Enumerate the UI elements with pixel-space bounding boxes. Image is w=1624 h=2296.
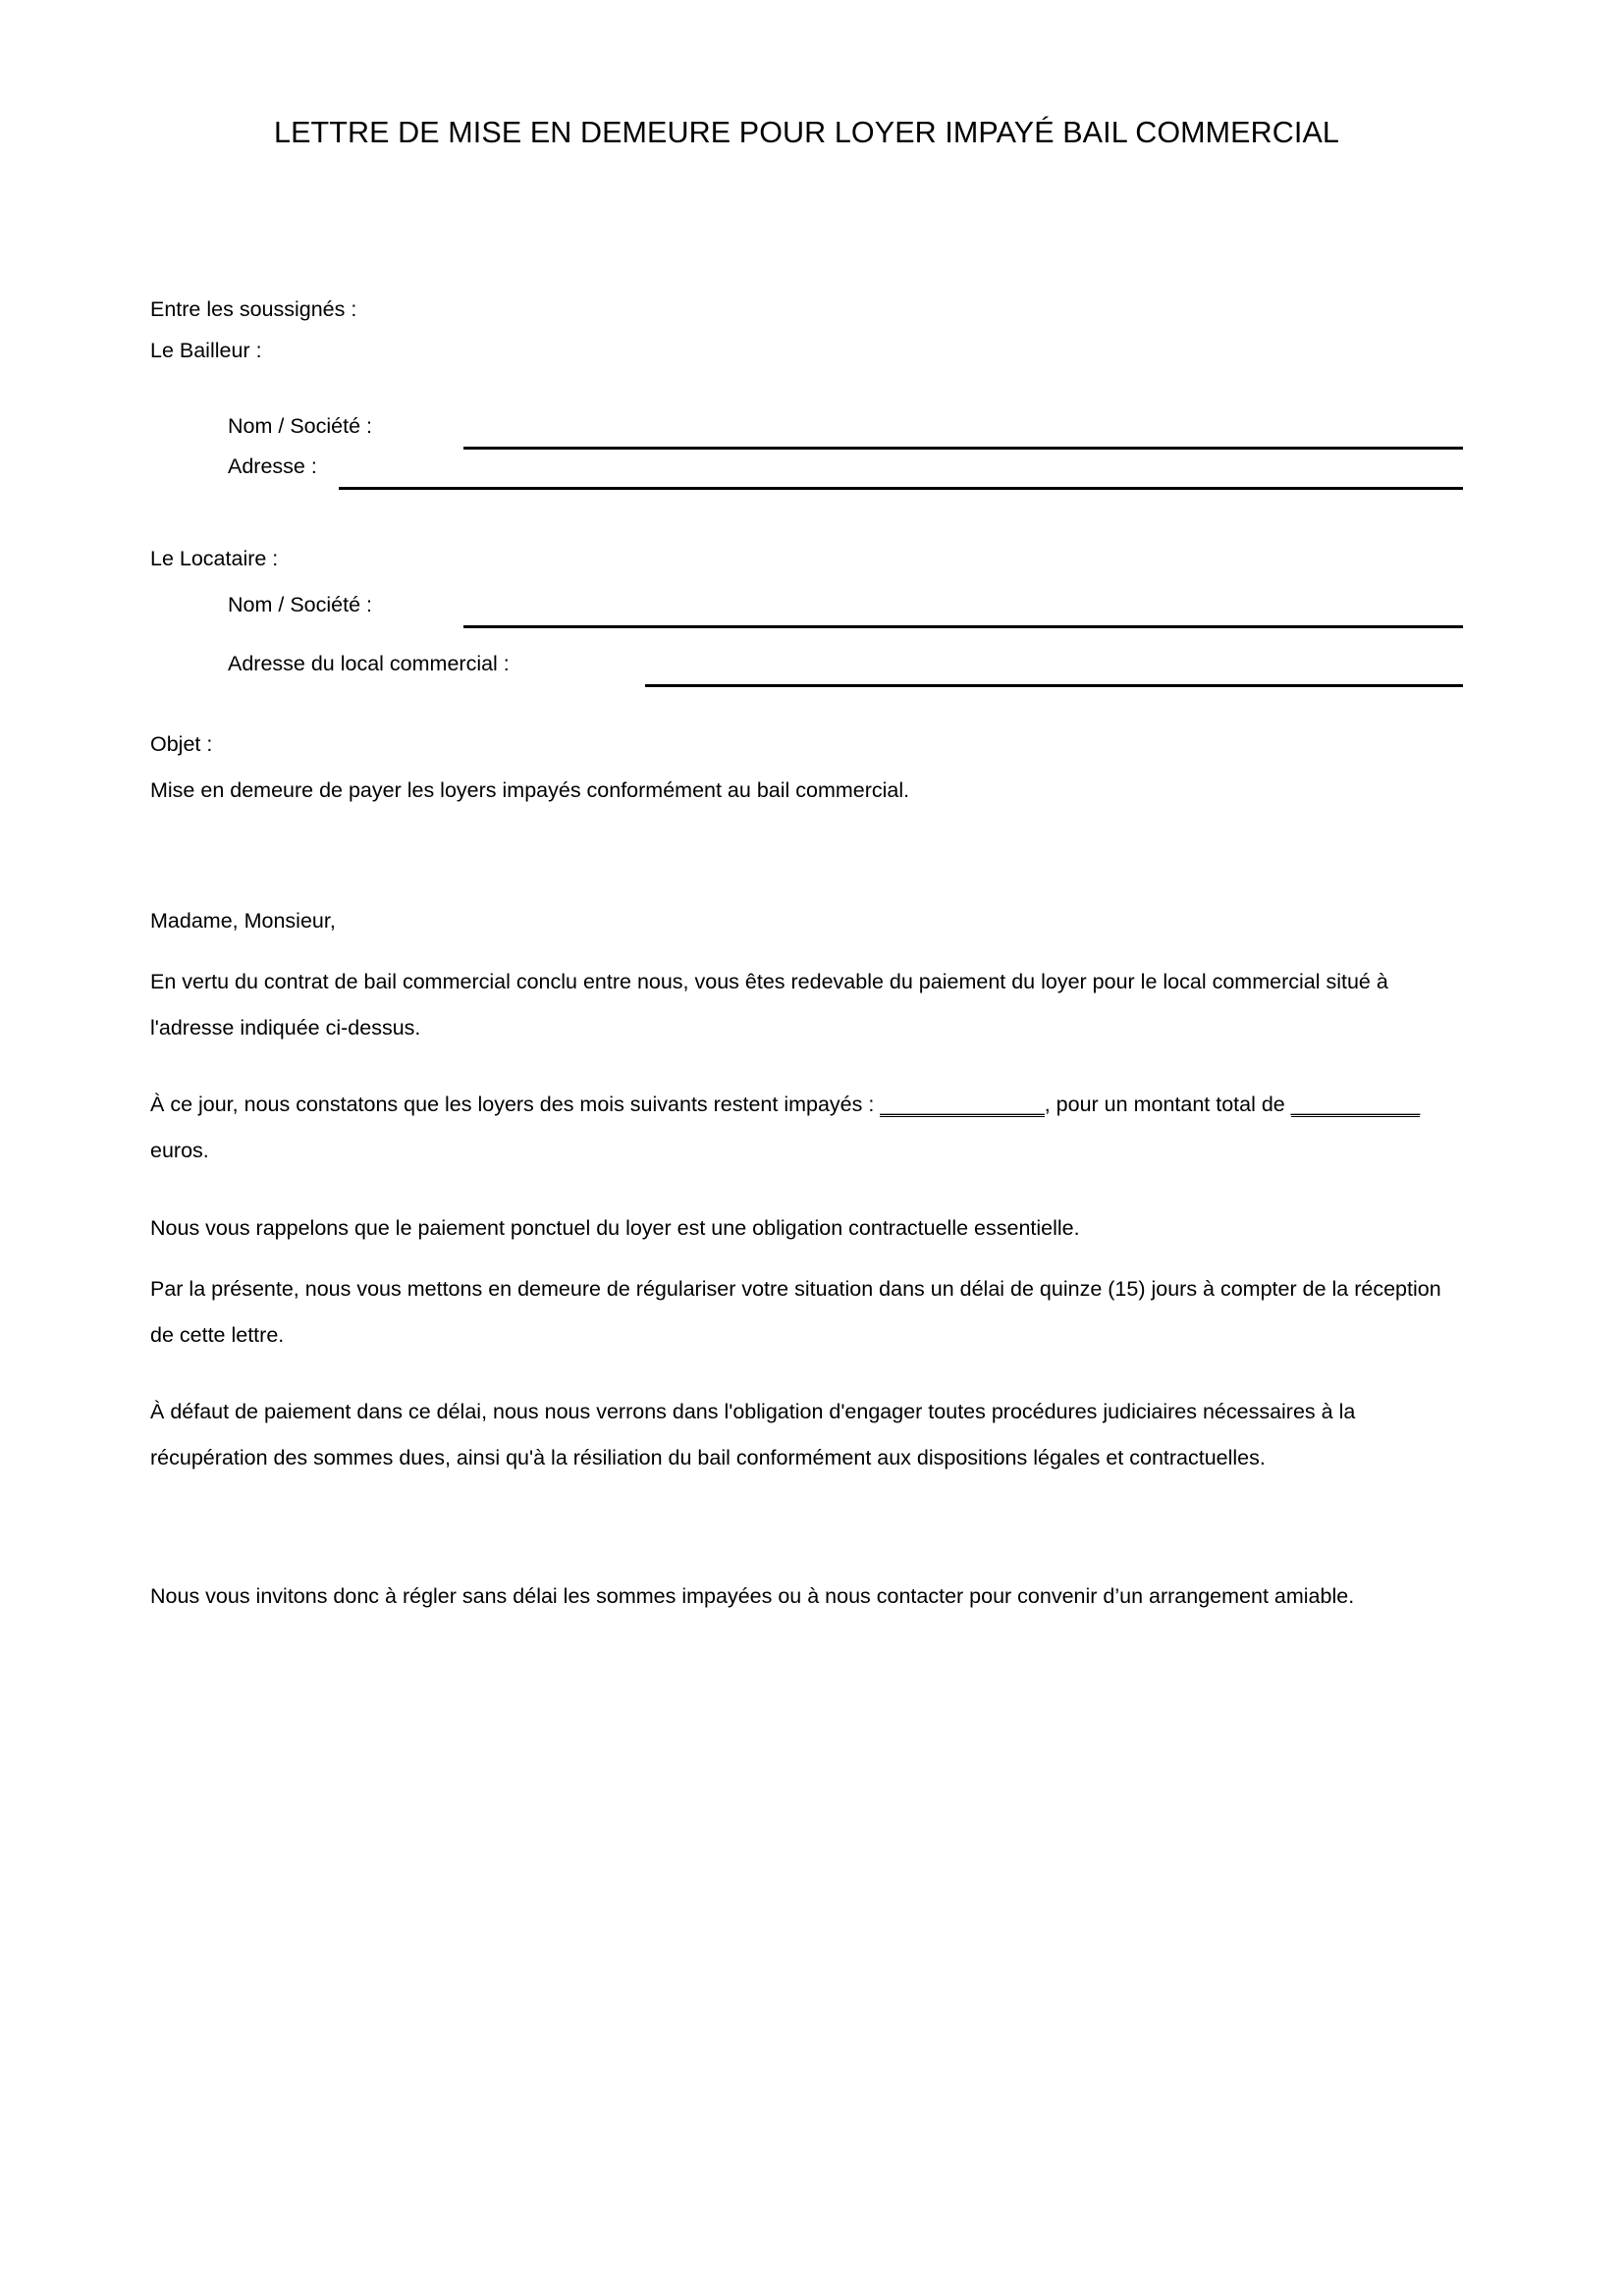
paragraph-legal-consequences: À défaut de paiement dans ce délai, nous nous verrons dans l'obligation d'engager toutes procédures judiciaires nécessaires à la récupération des sommes dues, ainsi qu'à la résiliation du bail conformément aux dispositions légales et contractuelles.: [150, 1400, 1356, 1469]
intro-line: Entre les soussignés :: [150, 297, 357, 321]
paragraph-contract-obligation: En vertu du contrat de bail commercial conclu entre nous, vous êtes redevable du paiement du loyer pour le local commercial situé à l'adresse indiquée ci-dessus.: [150, 970, 1388, 1040]
lessor-name-label: Nom / Société :: [228, 414, 372, 438]
paragraph-formal-notice: Par la présente, nous vous mettons en demeure de régulariser votre situation dans un délai de quinze (15) jours à compter de la réception de cette lettre.: [150, 1277, 1441, 1347]
page-title: LETTRE DE MISE EN DEMEURE POUR LOYER IMPAYÉ BAIL COMMERCIAL: [274, 116, 1339, 149]
lessor-address-label: Adresse :: [228, 454, 317, 478]
tenant-name-input-rule[interactable]: [463, 625, 1463, 628]
tenant-address-label: Adresse du local commercial :: [228, 652, 510, 675]
arrears-amount-blank[interactable]: ___________: [1290, 1093, 1421, 1116]
arrears-text-part3: euros.: [150, 1139, 209, 1162]
lessor-name-input-rule[interactable]: [463, 447, 1463, 450]
subject-text: Mise en demeure de payer les loyers impayés conformément au bail commercial.: [150, 778, 910, 802]
tenant-name-label: Nom / Société :: [228, 593, 372, 616]
lessor-address-input-rule[interactable]: [339, 487, 1463, 490]
tenant-address-input-rule[interactable]: [645, 684, 1463, 687]
paragraph-amicable-arrangement: Nous vous invitons donc à régler sans délai les sommes impayées ou à nous contacter pour convenir d’un arrangement amiable.: [150, 1584, 1355, 1608]
lessor-heading: Le Bailleur :: [150, 339, 262, 362]
subject-label: Objet :: [150, 732, 213, 756]
salutation: Madame, Monsieur,: [150, 909, 336, 933]
tenant-heading: Le Locataire :: [150, 547, 279, 570]
arrears-months-blank[interactable]: ______________: [880, 1093, 1045, 1116]
arrears-text-part2: , pour un montant total de: [1044, 1093, 1291, 1116]
paragraph-arrears: [150, 1082, 1466, 1174]
paragraph-payment-reminder: Nous vous rappelons que le paiement ponctuel du loyer est une obligation contractuelle essentielle.: [150, 1216, 1080, 1240]
arrears-text-part1: À ce jour, nous constatons que les loyers des mois suivants restent impayés :: [150, 1093, 881, 1116]
